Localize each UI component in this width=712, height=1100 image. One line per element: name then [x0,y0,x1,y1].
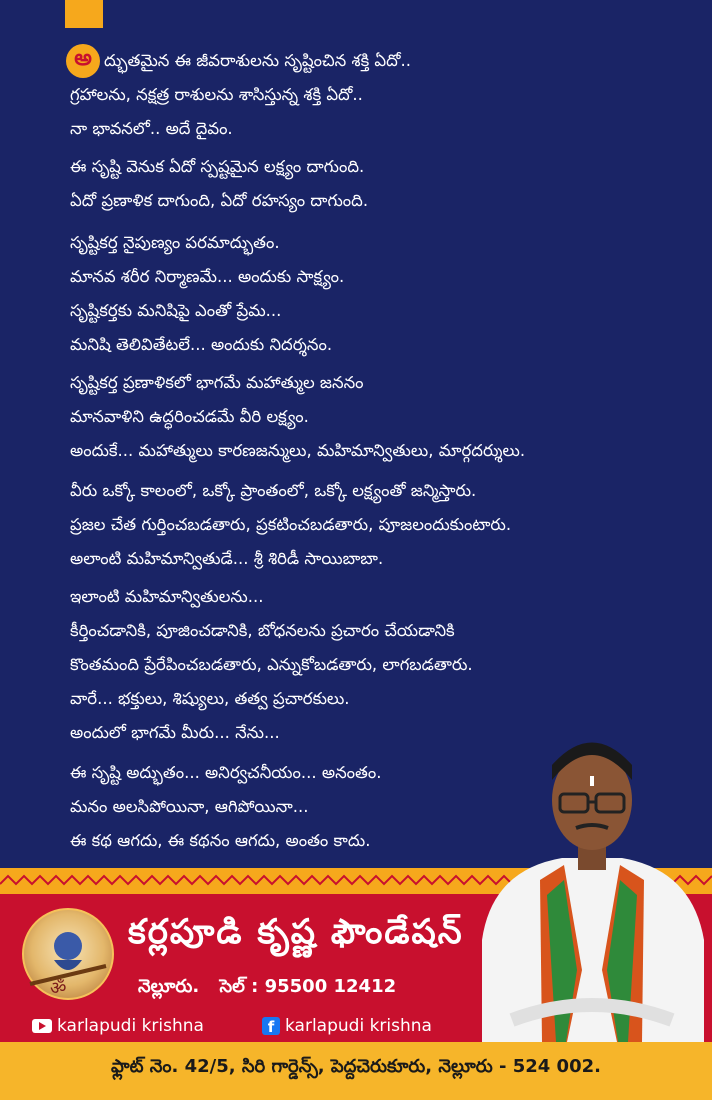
stanza [70,44,670,146]
drop-cap: అ [66,44,100,78]
poem-line: అలాంటి మహిమాన్వితుడే... శ్రీ శిరిడీ సాయిబాబా. [70,549,384,568]
poem-line: మానవాళిని ఉద్ధరించడమే వీరి లక్ష్యం. [70,407,309,426]
poem-line: కీర్తించడానికి, పూజించడానికి, బోధనలను ప్రచారం చేయడానికి [70,621,455,640]
facebook-handle: karlapudi krishna [285,1016,432,1036]
city: నెల్లూరు. [138,976,200,997]
stanza [70,150,670,218]
poem-line: ఈ సృష్టి వెనుక ఏదో స్పష్టమైన లక్ష్యం దాగుంది. [70,157,365,176]
poem-line: ఈ కథ ఆగదు, ఈ కథనం ఆగదు, అంతం కాదు. [70,831,371,850]
corner-accent [65,0,103,28]
poem-line: నా భావనలో.. అదే దైవం. [70,119,233,138]
foundation-name: కర్లపూడి కృష్ణ ఫౌండేషన్ [128,912,464,952]
facebook-icon: f [262,1017,280,1035]
cell-label: సెల్ : [219,976,259,997]
poem-line: గ్రహాలను, నక్షత్ర రాశులను శాసిస్తున్న శక్తి ఏదో.. [70,85,363,104]
youtube-link[interactable] [32,1016,204,1036]
poem-line: సృష్టికర్త ప్రణాళికలో భాగమే మహాత్ముల జననం [70,373,364,392]
poem-line: సృష్టికర్తకు మనిషిపై ఎంతో ప్రేమ... [70,301,282,320]
person-photo [472,720,712,1042]
youtube-handle: karlapudi krishna [57,1016,204,1036]
poem-line: ద్భుతమైన ఈ జీవరాశులను సృష్టించిన శక్తి ఏదో.. [104,51,412,70]
poem-line: మానవ శరీర నిర్మాణమే... అందుకు సాక్ష్యం. [70,267,345,286]
poem-line: అందుకే... మహాత్ములు కారణజన్ములు, మహిమాన్వితులు, మార్గదర్శులు. [70,441,526,460]
poem-line: కొంతమంది ప్రేరేపించబడతారు, ఎన్నుకోబడతారు, లాగబడతారు. [70,655,473,674]
om-symbol: ॐ [50,978,67,998]
krishna-emblem [22,908,114,1000]
poem-line: మనిషి తెలివితేటలే... అందుకు నిదర్శనం. [70,335,333,354]
stanza [70,474,670,576]
poem-line: ఈ సృష్టి అద్భుతం... అనిర్వచనీయం... అనంతం. [70,763,382,782]
poem-line: వారే... భక్తులు, శిష్యులు, తత్వ ప్రచారకులు. [70,689,350,708]
poem-line: మనం అలసిపోయినా, ఆగిపోయినా... [70,797,309,816]
poem-line: ప్రజల చేత గుర్తించబడతారు, ప్రకటించబడతారు, పూజలందుకుంటారు. [70,515,512,534]
poem-line: ఏదో ప్రణాళిక దాగుంది, ఏదో రహస్యం దాగుంది. [70,191,369,210]
facebook-link[interactable] [262,1016,432,1036]
address-text: ఫ్లాట్ నెం. 42/5, సిరి గార్డెన్స్, పెద్దచెరుకూరు, నెల్లూరు - 524 002. [111,1056,601,1077]
address-band [0,1042,712,1100]
poem-line: ఇలాంటి మహిమాన్వితులను... [70,587,264,606]
contact-line [138,976,396,1001]
stanza [70,366,670,468]
stanza [70,226,670,362]
phone-number: 95500 12412 [264,976,397,997]
poem-line: అందులో భాగమే మీరు... నేను... [70,723,280,742]
poem-line: సృష్టికర్త నైపుణ్యం పరమాద్భుతం. [70,233,280,252]
poem-line: వీరు ఒక్కో కాలంలో, ఒక్కో ప్రాంతంలో, ఒక్కో లక్ష్యంతో జన్మిస్తారు. [70,481,477,500]
youtube-icon [32,1019,52,1033]
